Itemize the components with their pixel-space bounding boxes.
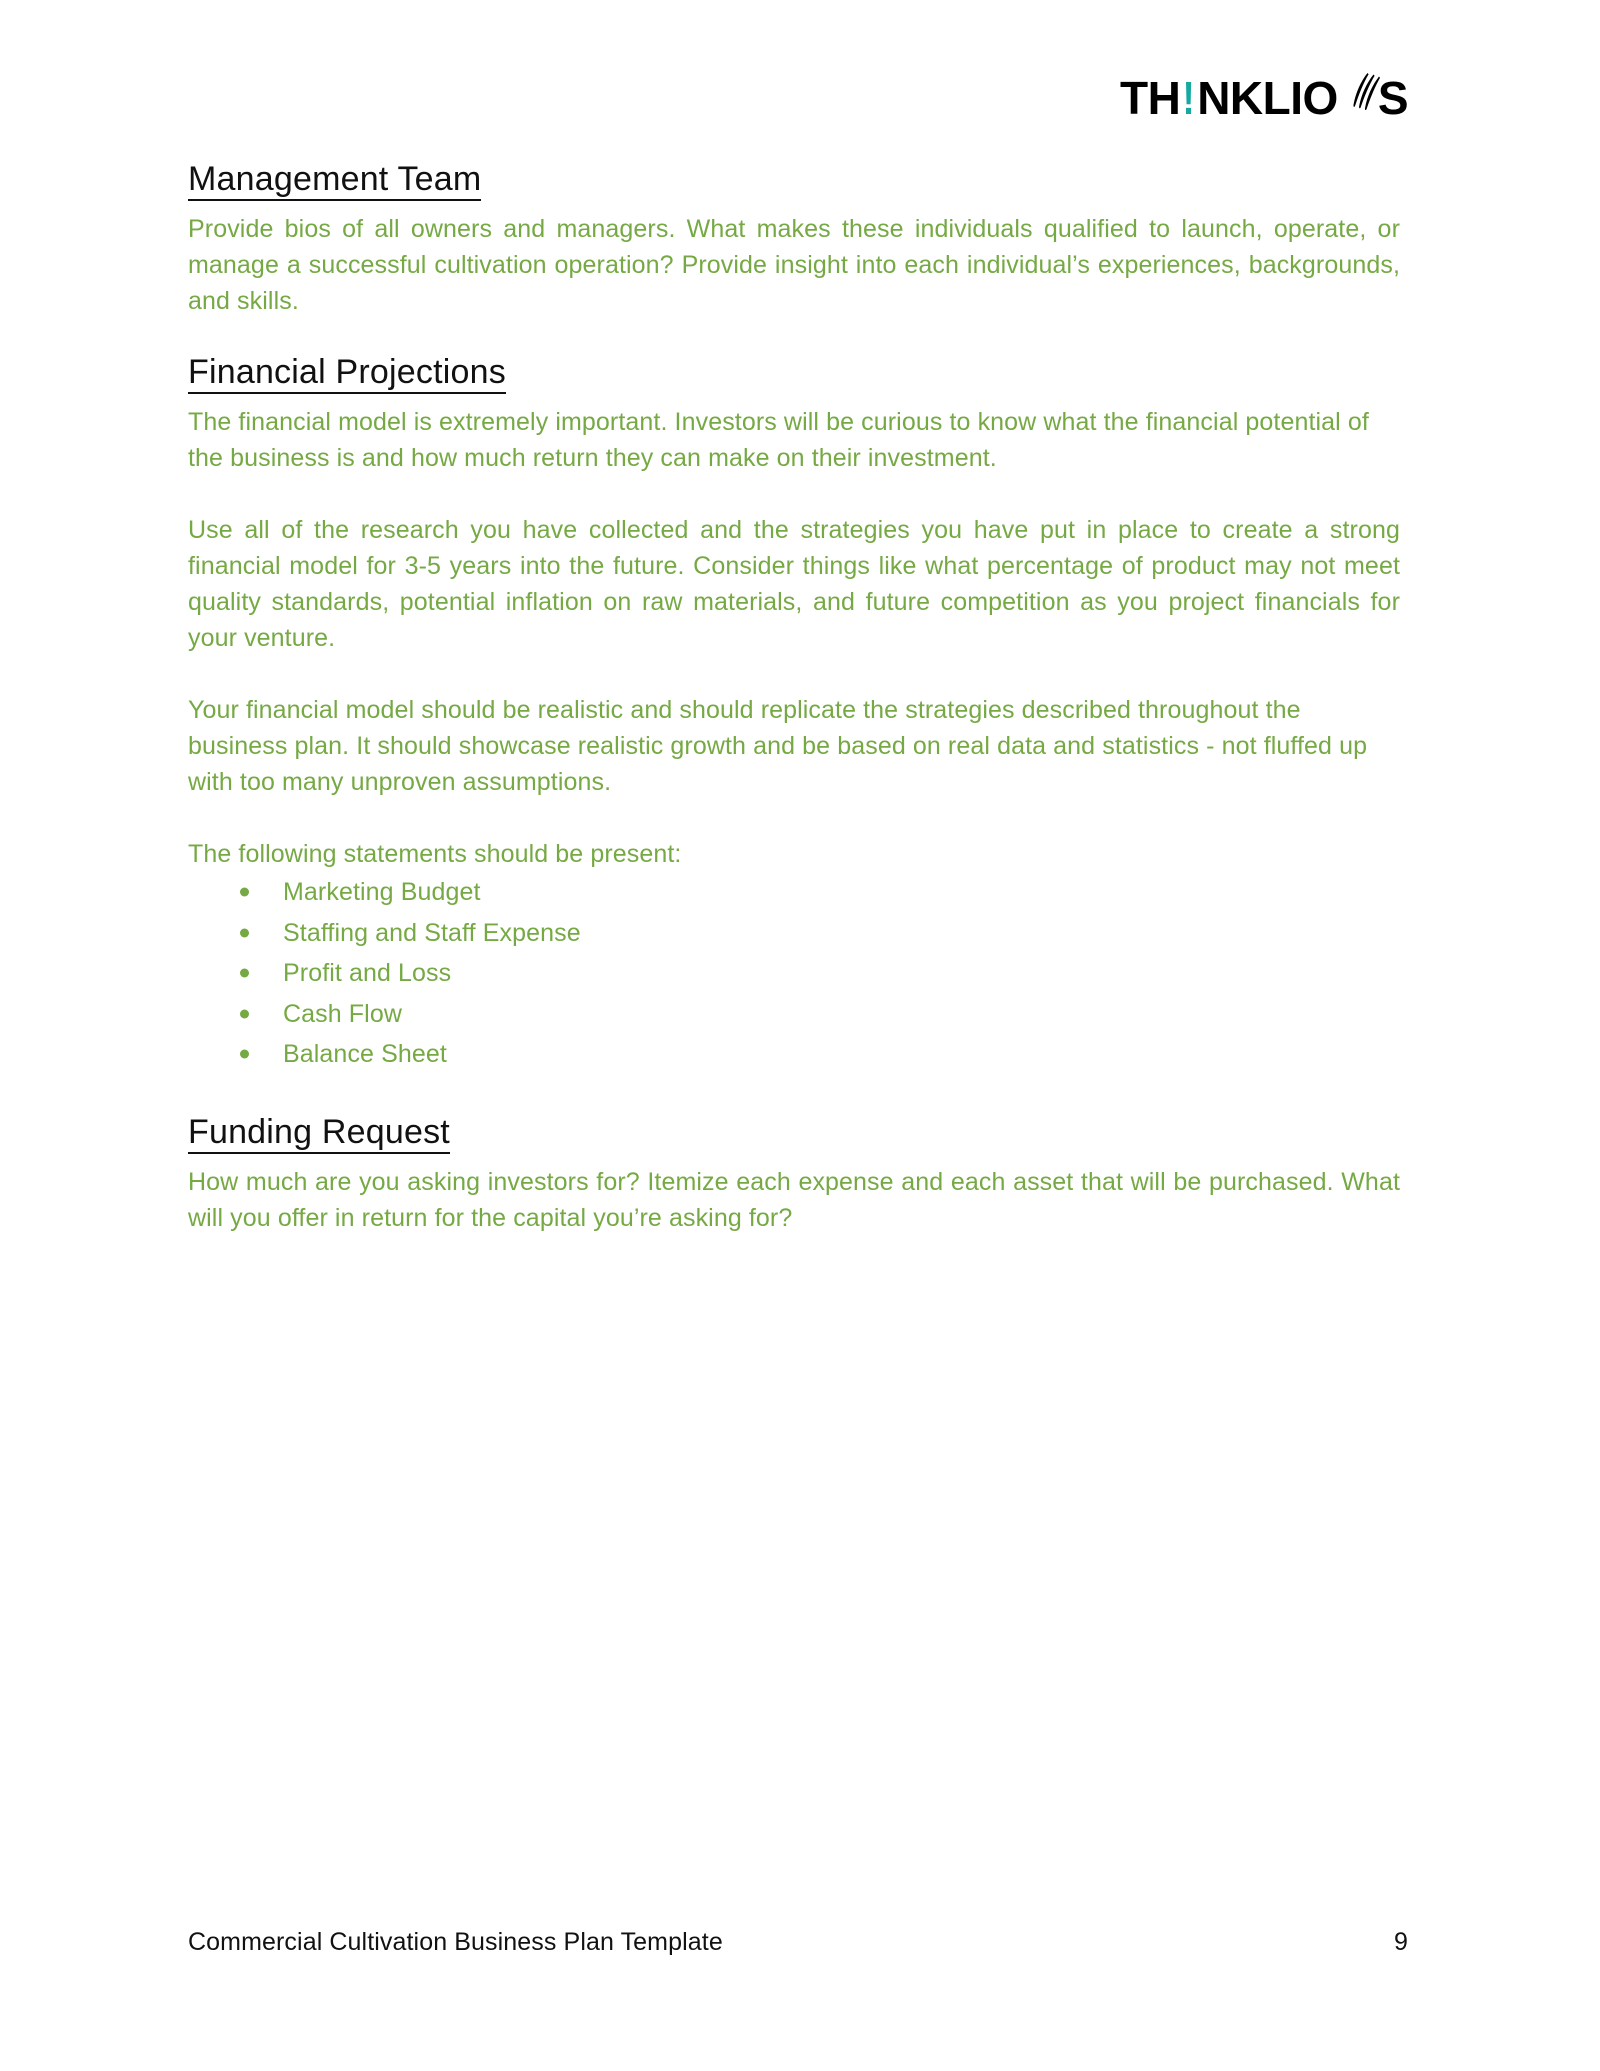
list-item bbox=[188, 994, 1400, 1035]
paragraph-financial-1: The financial model is extremely important. Investors will be curious to know what the financial potential of the business is and how much return they can make on their investment. bbox=[188, 408, 1369, 473]
spacer bbox=[188, 394, 1400, 404]
list-item bbox=[188, 953, 1400, 994]
heading-management-team: Management Team bbox=[188, 160, 481, 201]
spacer bbox=[188, 800, 1400, 836]
paragraph-financial-list-intro: The following statements should be present: bbox=[188, 840, 682, 869]
paragraph-funding-request-1: How much are you asking investors for? Itemize each expense and each asset that will be purchased. What will you offer in return for the capital you’re asking for? bbox=[188, 1167, 1400, 1232]
paragraph-financial-3: Your financial model should be realistic and should replicate the strategies described throughout the business plan. It should showcase realistic growth and be based on real data and statistics - not fluffed up with too many unproven assumptions. bbox=[188, 696, 1368, 797]
list-item-label: Marketing Budget bbox=[283, 878, 481, 907]
paragraph-management-team-1: Provide bios of all owners and managers. What makes these individuals qualified to launch, operate, or manage a successful cultivation operation? Provide insight into each individual’s experiences, backgrounds, and skills. bbox=[188, 215, 1400, 316]
bullet-dot-icon bbox=[240, 1009, 249, 1018]
logo-exclamation-icon: ! bbox=[1183, 72, 1195, 124]
list-item-label: Cash Flow bbox=[283, 999, 402, 1028]
list-item-label: Profit and Loss bbox=[283, 959, 452, 988]
footer-document-title: Commercial Cultivation Business Plan Template bbox=[188, 1928, 723, 1956]
heading-financial-projections: Financial Projections bbox=[188, 353, 506, 394]
list-item bbox=[188, 1034, 1400, 1075]
list-item-label: Balance Sheet bbox=[283, 1040, 447, 1069]
page-footer bbox=[188, 1928, 1408, 1957]
list-item bbox=[188, 872, 1400, 913]
spacer bbox=[188, 476, 1400, 512]
spacer bbox=[188, 1075, 1400, 1113]
logo-text-prefix: TH bbox=[1120, 72, 1181, 124]
spacer bbox=[188, 319, 1400, 353]
footer-page-number: 9 bbox=[1393, 1928, 1408, 1956]
heading-funding-request: Funding Request bbox=[188, 1113, 450, 1154]
logo-text-middle: NKLIO bbox=[1197, 72, 1338, 124]
list-item-label: Staffing and Staff Expense bbox=[283, 918, 581, 947]
logo-text-suffix: S bbox=[1377, 72, 1408, 124]
paragraph-financial-2: Use all of the research you have collected and the strategies you have put in place to create a strong financial model for 3-5 years into the future. Consider things like what percentage of product may not meet quality standards, potential inflation on raw materials, and future competition as you project financials for your venture. bbox=[188, 516, 1400, 653]
document-content bbox=[188, 160, 1400, 1236]
spacer bbox=[188, 201, 1400, 211]
section-financial-projections-heading-wrap bbox=[188, 353, 1400, 394]
spacer bbox=[188, 1154, 1400, 1164]
section-management-team-heading-wrap bbox=[188, 160, 1400, 201]
logo-wordmark bbox=[1120, 68, 1408, 124]
thinklions-logo bbox=[1120, 68, 1408, 126]
list-item bbox=[188, 913, 1400, 954]
lion-claw-icon bbox=[1334, 71, 1380, 117]
bullet-dot-icon bbox=[240, 969, 249, 978]
bullet-dot-icon bbox=[240, 1050, 249, 1059]
financial-statements-list bbox=[188, 872, 1400, 1075]
bullet-dot-icon bbox=[240, 928, 249, 937]
section-funding-request-heading-wrap bbox=[188, 1113, 1400, 1154]
bullet-dot-icon bbox=[240, 888, 249, 897]
spacer bbox=[188, 656, 1400, 692]
